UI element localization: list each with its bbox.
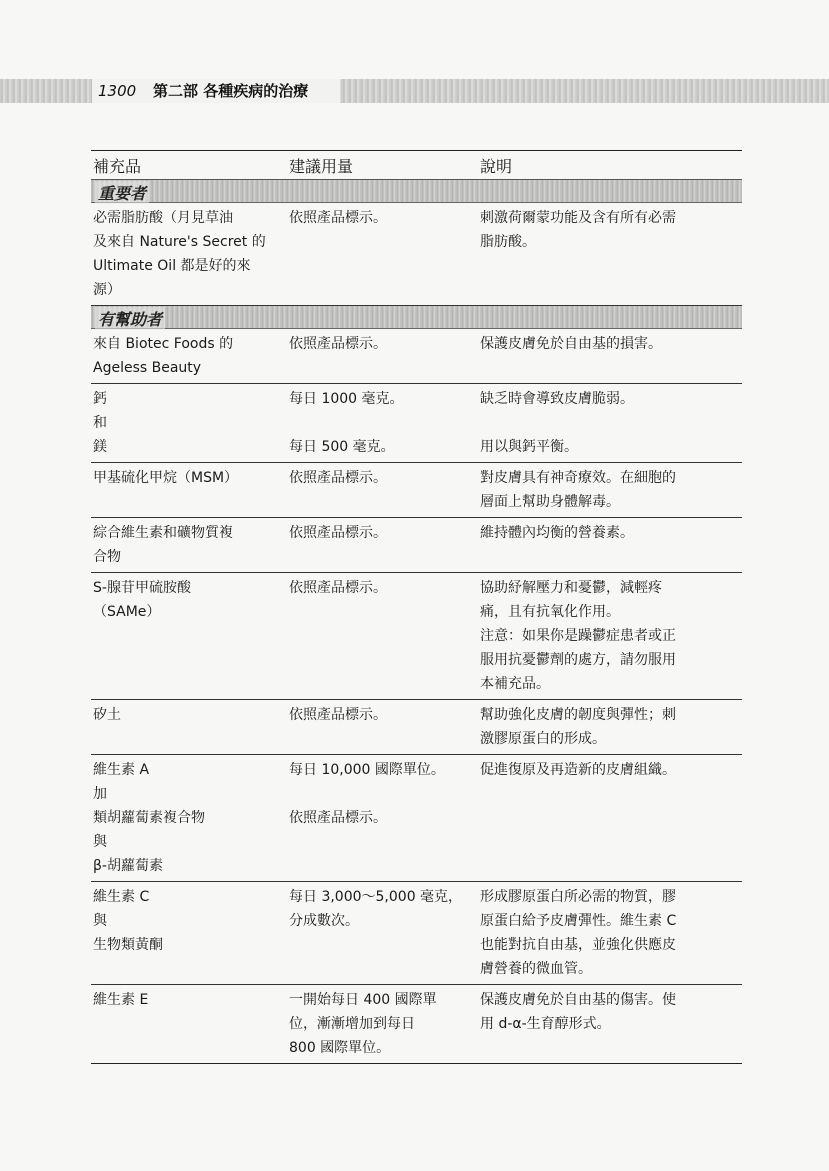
- description-cell: [478, 466, 742, 514]
- supplement-cell: [91, 332, 287, 380]
- dosage-line: 一開始每日 400 國際單: [289, 992, 437, 1008]
- supplement-table: [91, 150, 742, 1064]
- table-row: [91, 384, 742, 463]
- description-line: 刺激荷爾蒙功能及含有所有必需: [480, 210, 676, 226]
- dosage-line: 每日 500 毫克。: [289, 439, 395, 455]
- section-band: [91, 180, 742, 203]
- dosage-cell: [287, 332, 478, 380]
- part-title: 第二部 各種疾病的治療: [153, 82, 309, 100]
- supplement-line: Ultimate Oil 都是好的來: [93, 258, 251, 274]
- description-cell: [478, 885, 742, 981]
- supplement-line: 必需脂肪酸（月見草油: [93, 210, 233, 226]
- supplement-cell: [91, 988, 287, 1060]
- supplement-line: （SAMe）: [93, 604, 161, 620]
- supplement-line: 與: [93, 834, 107, 850]
- supplement-cell: [91, 521, 287, 569]
- table-row: [91, 573, 742, 700]
- description-cell: [478, 332, 742, 380]
- description-line: 痛，且有抗氧化作用。: [480, 604, 620, 620]
- description-line: 用以與鈣平衡。: [480, 439, 578, 455]
- dosage-cell: [287, 758, 478, 878]
- description-line: 脂肪酸。: [480, 234, 536, 250]
- supplement-cell: [91, 387, 287, 459]
- description-line: 保護皮膚免於自由基的傷害。使: [480, 992, 676, 1008]
- description-line: 幫助強化皮膚的韌度與彈性；刺: [480, 707, 676, 723]
- line-gap: [480, 411, 738, 435]
- description-line: 注意：如果你是躁鬱症患者或正: [480, 628, 676, 644]
- description-line: 激膠原蛋白的形成。: [480, 731, 606, 747]
- dosage-cell: [287, 576, 478, 696]
- table-row: [91, 203, 742, 306]
- description-cell: [478, 521, 742, 569]
- column-header-dosage: 建議用量: [289, 156, 354, 176]
- supplement-line: 和: [93, 415, 107, 431]
- column-header-supplement: 補充品: [93, 156, 142, 176]
- supplement-cell: [91, 576, 287, 696]
- dosage-cell: [287, 885, 478, 981]
- supplement-line: 鈣: [93, 391, 107, 407]
- dosage-line: 依照產品標示。: [289, 210, 387, 226]
- description-cell: [478, 576, 742, 696]
- section-band: [91, 306, 742, 329]
- description-line: 促進復原及再造新的皮膚組織。: [480, 762, 676, 778]
- table-header: [91, 150, 742, 180]
- description-cell: [478, 758, 742, 878]
- description-line: 對皮膚具有神奇療效。在細胞的: [480, 470, 676, 486]
- supplement-line: 合物: [93, 549, 121, 565]
- dosage-cell: [287, 387, 478, 459]
- supplement-line: 加: [93, 786, 107, 802]
- dosage-line: 依照產品標示。: [289, 336, 387, 352]
- description-line: 服用抗憂鬱劑的處方，請勿服用: [480, 652, 676, 668]
- description-line: 形成膠原蛋白所必需的物質，膠: [480, 889, 676, 905]
- description-cell: [478, 206, 742, 302]
- description-line: 協助紓解壓力和憂鬱，減輕疼: [480, 580, 662, 596]
- supplement-line: 及來自 Nature's Secret 的: [93, 234, 266, 250]
- dosage-line: 每日 10,000 國際單位。: [289, 762, 445, 778]
- table-row: [91, 463, 742, 518]
- supplement-cell: [91, 466, 287, 514]
- dosage-line: 位，漸漸增加到每日: [289, 1016, 415, 1032]
- table-body: [91, 180, 742, 1064]
- dosage-cell: [287, 703, 478, 751]
- dosage-line: 每日 1000 毫克。: [289, 391, 404, 407]
- description-line: 保護皮膚免於自由基的損害。: [480, 336, 662, 352]
- dosage-line: 依照產品標示。: [289, 525, 387, 541]
- table-row: [91, 518, 742, 573]
- description-cell: [478, 387, 742, 459]
- description-line: 用 d-α-生育醇形式。: [480, 1016, 611, 1032]
- supplement-line: 矽土: [93, 707, 121, 723]
- supplement-line: 來自 Biotec Foods 的: [93, 336, 234, 352]
- table-row: [91, 985, 742, 1064]
- supplement-line: 綜合維生素和礦物質複: [93, 525, 233, 541]
- supplement-line: 鎂: [93, 439, 107, 455]
- supplement-cell: [91, 885, 287, 981]
- description-cell: [478, 703, 742, 751]
- supplement-line: 維生素 E: [93, 992, 149, 1008]
- description-line: 原蛋白給予皮膚彈性。維生素 C: [480, 913, 677, 929]
- line-gap: [289, 411, 474, 435]
- supplement-line: 與: [93, 913, 107, 929]
- description-line: 缺乏時會導致皮膚脆弱。: [480, 391, 634, 407]
- dosage-cell: [287, 206, 478, 302]
- column-header-description: 說明: [480, 156, 513, 176]
- description-line: 層面上幫助身體解毒。: [480, 494, 620, 510]
- description-line: 本補充品。: [480, 676, 550, 692]
- dosage-cell: [287, 466, 478, 514]
- dosage-line: 依照產品標示。: [289, 707, 387, 723]
- supplement-cell: [91, 206, 287, 302]
- table-row: [91, 329, 742, 384]
- supplement-line: 甲基硫化甲烷（MSM）: [93, 470, 239, 486]
- table-row: [91, 700, 742, 755]
- description-line: 膚營養的微血管。: [480, 961, 592, 977]
- section-title: 重要者: [95, 181, 149, 204]
- dosage-line: 分成數次。: [289, 913, 359, 929]
- supplement-cell: [91, 758, 287, 878]
- dosage-line: 依照產品標示。: [289, 580, 387, 596]
- table-row: [91, 755, 742, 882]
- supplement-line: β-胡蘿蔔素: [93, 858, 163, 874]
- supplement-line: S-腺苷甲硫胺酸: [93, 580, 191, 596]
- supplement-line: 生物類黃酮: [93, 937, 163, 953]
- supplement-line: Ageless Beauty: [93, 360, 202, 376]
- dosage-cell: [287, 988, 478, 1060]
- dosage-line: 每日 3,000～5,000 毫克，: [289, 889, 463, 905]
- description-line: 也能對抗自由基，並強化供應皮: [480, 937, 676, 953]
- description-cell: [478, 988, 742, 1060]
- dosage-line: 依照產品標示。: [289, 470, 387, 486]
- description-line: 維持體內均衡的營養素。: [480, 525, 634, 541]
- dosage-line: 依照產品標示。: [289, 810, 387, 826]
- section-title: 有幫助者: [95, 307, 165, 330]
- supplement-line: 源）: [93, 282, 121, 298]
- supplement-line: 維生素 C: [93, 889, 150, 905]
- line-gap: [289, 782, 474, 806]
- page-number: 1300: [98, 82, 137, 100]
- supplement-cell: [91, 703, 287, 751]
- dosage-cell: [287, 521, 478, 569]
- supplement-line: 類胡蘿蔔素複合物: [93, 810, 205, 826]
- dosage-line: 800 國際單位。: [289, 1040, 391, 1056]
- supplement-line: 維生素 A: [93, 762, 150, 778]
- table-row: [91, 882, 742, 985]
